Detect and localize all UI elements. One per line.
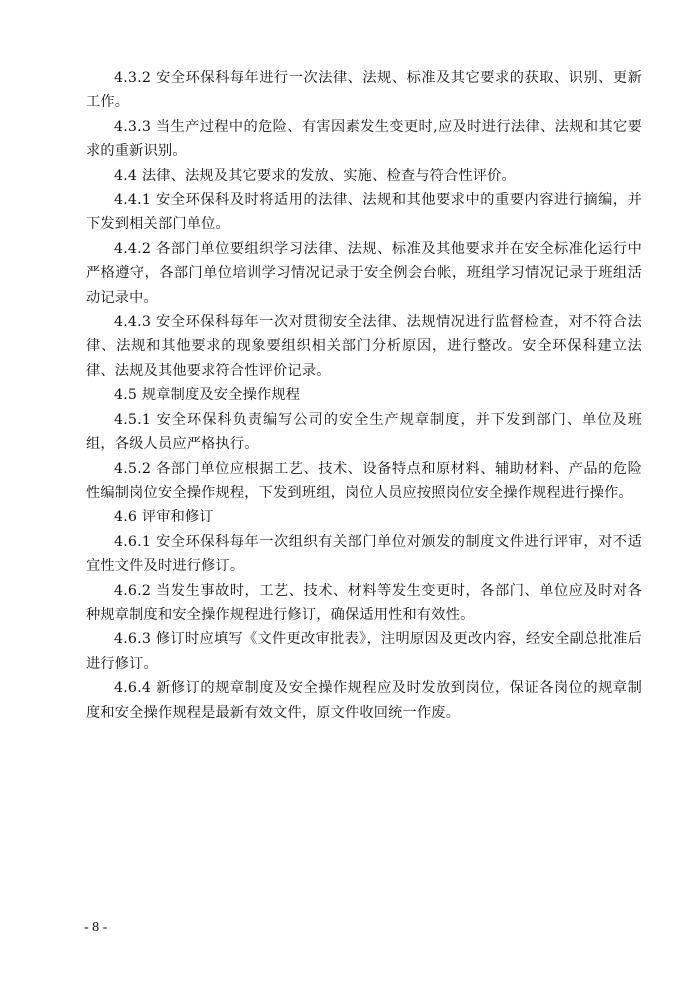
paragraph-4-6-2: 4.6.2 当发生事故时，工艺、技术、材料等发生变更时，各部门、单位应及时对各种规章制度和安全操作规程进行修订，确保适用性和有效性。 (86, 582, 642, 623)
paragraph-4-4-2: 4.4.2 各部门单位要组织学习法律、法规、标准及其他要求并在安全标准化运行中严格遵守，各部门单位培训学习情况记录于安全例会台帐，班组学习情况记录于班组活动记录中。 (86, 240, 642, 306)
paragraph-4-4-1: 4.4.1 安全环保科及时将适用的法律、法规和其他要求中的重要内容进行摘编，并下发到相关部门单位。 (86, 192, 642, 233)
heading-4-5: 4.5 规章制度及安全操作规程 (114, 387, 301, 404)
paragraph-4-3-2: 4.3.2 安全环保科每年进行一次法律、法规、标准及其它要求的获取、识别、更新工作。 (86, 70, 642, 111)
paragraph-4-6-3: 4.6.3 修订时应填写《文件更改审批表》，注明原因及更改内容，经安全副总批准后进行修订。 (86, 631, 642, 672)
page-number: - 8 - (84, 920, 108, 935)
paragraph-4-5-1: 4.5.1 安全环保科负责编写公司的安全生产规章制度，并下发到部门、单位及班组，各级人员应严格执行。 (86, 411, 642, 453)
heading-4-4: 4.4 法律、法规及其它要求的发放、实施、检查与符合性评价。 (114, 167, 516, 184)
document-body (86, 66, 642, 725)
paragraph-4-3-3: 4.3.3 当生产过程中的危险、有害因素发生变更时,应及时进行法律、法规和其它要求的重新识别。 (86, 118, 642, 160)
paragraph-4-4-3: 4.4.3 安全环保科每年一次对贯彻安全法律、法规情况进行监督检查，对不符合法律、法规和其他要求的现象要组织相关部门分析原因，进行整改。安全环保科建立法律、法规及其他要求符合性评价记录。 (86, 314, 642, 379)
paragraph-4-6-1: 4.6.1 安全环保科每年一次组织有关部门单位对颁发的制度文件进行评审，对不适宜性文件及时进行修订。 (86, 533, 642, 575)
paragraph-4-6-4: 4.6.4 新修订的规章制度及安全操作规程应及时发放到岗位，保证各岗位的规章制度和安全操作规程是最新有效文件，原文件收回统一作废。 (86, 680, 642, 721)
paragraph-4-5-2: 4.5.2 各部门单位应根据工艺、技术、设备特点和原材料、辅助材料、产品的危险性编制岗位安全操作规程，下发到班组，岗位人员应按照岗位安全操作规程进行操作。 (86, 460, 642, 501)
heading-4-6: 4.6 评审和修订 (114, 509, 214, 526)
